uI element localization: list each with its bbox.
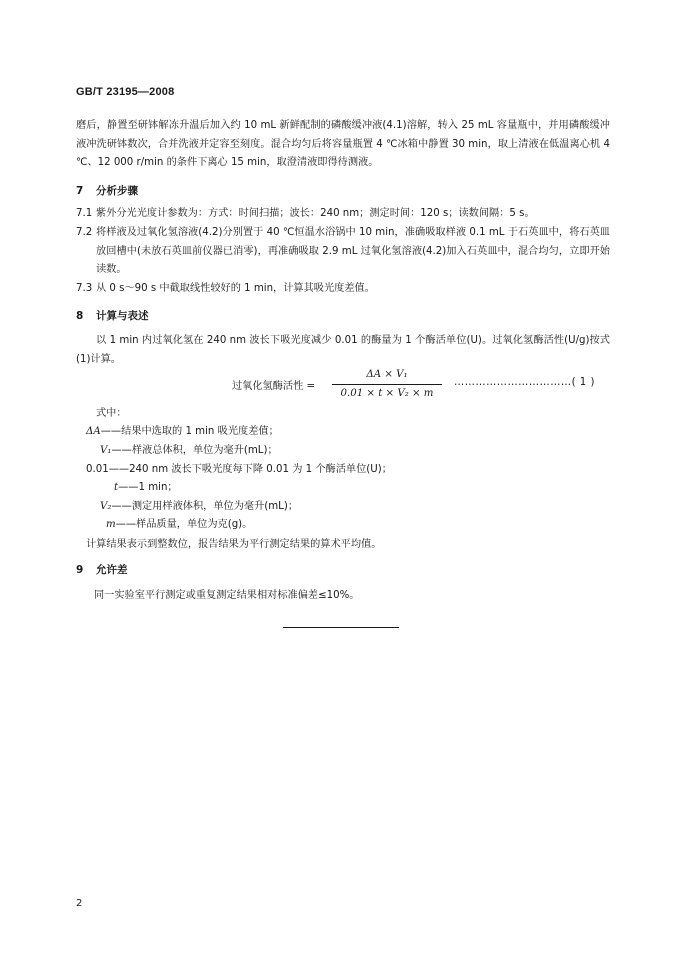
var-delta-a-symbol: ΔA: [86, 426, 101, 437]
formula-denominator: 0.01 × t × V₂ × m: [340, 388, 434, 399]
end-of-document-rule: [283, 627, 399, 628]
var-0-01-desc: ——240 nm 波长下吸光度每下降 0.01 为 1 个酶活单位(U)；: [108, 464, 392, 475]
var-v2: [100, 497, 298, 512]
result-note: 计算结果表示到整数位，报告结果为平行测定结果的算术平均值。: [86, 539, 382, 550]
item-7-1-text: 紫外分光光度计参数为：方式：时间扫描；波长：240 nm；测定时间：120 s；读数间隔：5 s。: [96, 208, 535, 219]
item-7-2-text: 将样液及过氧化氢溶液(4.2)分别置于 40 ℃恒温水浴锅中 10 min，准确吸取样液 0.1 mL 于石英皿中，将石英皿放回槽中(未放石英皿前仪器已消零)，再准确吸取 2.9 mL 过氧化氢溶液(4.2)加入石英皿中，混合均匀，立即开始读数。: [96, 227, 610, 275]
where-label: 式中：: [96, 408, 127, 419]
var-delta-a-desc: ——结果中选取的 1 min 吸光度差值；: [100, 426, 279, 437]
section-7-heading: [76, 183, 138, 198]
formula-fraction: [332, 368, 442, 401]
fraction-bar: [332, 384, 442, 385]
formula-leader-dots: ……………………………( 1 ): [454, 377, 595, 388]
var-v2-symbol: V₂: [100, 501, 112, 512]
standard-number: GB/T 23195—2008: [76, 86, 175, 98]
var-0-01: [86, 460, 392, 475]
section-9-title: 允许差: [96, 564, 128, 576]
var-v1-desc: ——样液总体积，单位为毫升(mL)；: [111, 445, 278, 456]
item-7-2: [76, 224, 610, 280]
formula-lhs: 过氧化氢酶活性 =: [232, 381, 316, 392]
var-v2-desc: ——测定用样液体积，单位为毫升(mL)；: [111, 501, 299, 512]
section-9-text: 同一实验室平行测定或重复测定结果相对标准偏差≤10%。: [94, 590, 360, 601]
item-7-3-number: 7.3: [76, 283, 93, 294]
var-v1: [100, 441, 278, 456]
var-t-symbol: t: [114, 482, 119, 493]
var-v1-symbol: V₁: [100, 445, 112, 456]
section-8-number: 8: [76, 310, 84, 322]
formula-number: ( 1 ): [571, 377, 595, 388]
section-7-title: 分析步骤: [96, 185, 138, 197]
var-0-01-symbol: 0.01: [86, 464, 109, 475]
section-8-heading: [76, 308, 149, 323]
var-m-symbol: m: [106, 519, 116, 530]
item-7-1-number: 7.1: [76, 208, 93, 219]
var-t: [114, 478, 178, 493]
section-8-title: 计算与表述: [96, 310, 149, 322]
section-9-heading: [76, 562, 128, 577]
var-t-desc: ——1 min；: [118, 482, 178, 493]
var-m-desc: ——样品质量，单位为克(g)。: [115, 519, 253, 530]
item-7-3: [76, 280, 610, 299]
formula-numerator: ΔA × V₁: [366, 369, 408, 380]
var-delta-a: [86, 422, 279, 437]
section-8-intro: 以 1 min 内过氧化氢在 240 nm 波长下吸光度减少 0.01 的酶量为 1 个酶活单位(U)。过氧化氢酶活性(U/g)按式(1)计算。: [76, 335, 610, 365]
var-m: [106, 515, 252, 530]
item-7-2-number: 7.2: [76, 227, 93, 238]
page-number: 2: [76, 898, 83, 909]
item-7-1: [76, 205, 610, 224]
continuation-paragraph: 磨后，静置至研钵解冻升温后加入约 10 mL 新鲜配制的磷酸缓冲液(4.1)溶解，转入 25 mL 容量瓶中，并用磷酸缓冲液冲洗研钵数次，合并洗液并定容至刻度。混合均匀后将容量瓶置 4 ℃冰箱中静置 30 min，取上清液在低温离心机 4 ℃、12 000 r/min 的条件下离心 15 min，取澄清液即得待测液。: [76, 120, 610, 168]
section-7-number: 7: [76, 185, 84, 197]
section-9-number: 9: [76, 564, 84, 576]
item-7-3-text: 从 0 s～90 s 中截取线性较好的 1 min，计算其吸光度差值。: [96, 283, 375, 294]
